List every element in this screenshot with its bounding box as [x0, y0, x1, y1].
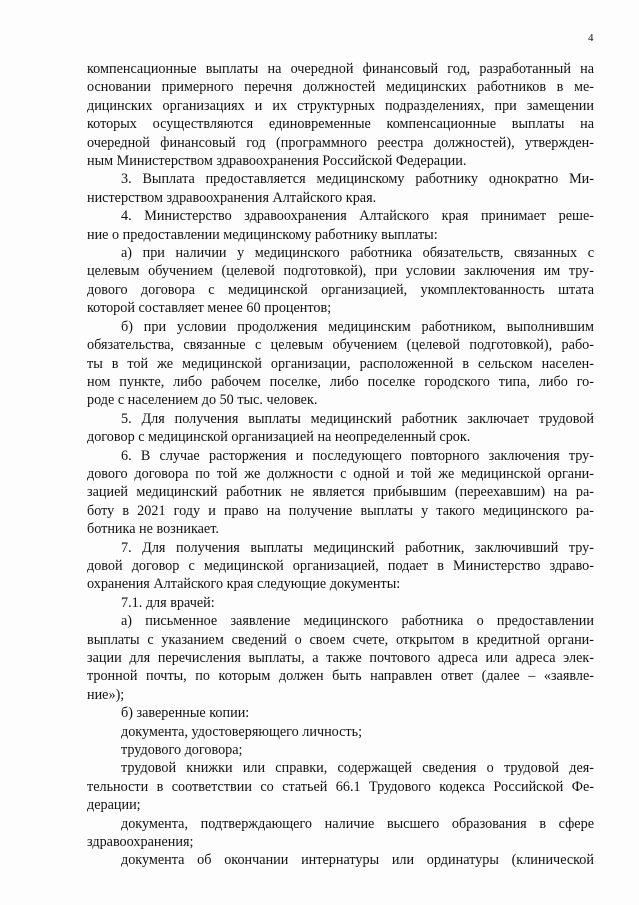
text-line: целевым обучением (целевой подготовкой), при условии заключения им тру- [87, 263, 594, 280]
text-line: 7.1. для врачей: [121, 594, 215, 611]
text-line: 6. В случае расторжения и последующего повторного заключения тру- [121, 447, 594, 464]
text-line: довой договор с медицинской организацией, подает в Министерство здраво- [87, 557, 594, 574]
text-line: б) при условии продолжения медицинским работником, выполнившим [121, 318, 594, 335]
text-line: основании примерного перечня должностей медицинских работников в ме- [87, 79, 594, 96]
text-line: дерации; [87, 797, 141, 814]
text-line: 5. Для получения выплаты медицинский работник заключает трудовой [121, 410, 594, 427]
text-line: ние»); [87, 686, 125, 703]
text-line: ном пункте, либо рабочем поселке, либо поселке городского типа, либо го- [87, 373, 594, 390]
text-line: документа об окончании интернатуры или ординатуры (клинической [121, 852, 594, 869]
text-line: ным Министерством здравоохранения Российской Федерации. [87, 153, 467, 170]
text-line: обязательства, связанные с целевым обучением (целевой подготовкой), рабо- [87, 337, 594, 354]
text-line: очередной финансовый год (программного реестра должностей), утвержден- [87, 134, 594, 151]
text-line: документа, удостоверяющего личность; [121, 723, 363, 740]
text-line: 3. Выплата предоставляется медицинскому работнику однократно Ми- [121, 171, 594, 188]
text-line: а) письменное заявление медицинского работника о предоставлении [121, 613, 594, 630]
text-line: б) заверенные копии: [121, 705, 250, 722]
text-line: компенсационные выплаты на очередной финансовый год, разработанный на [87, 61, 594, 77]
text-line: ты в той же медицинской организации, расположенной в сельском населен- [87, 355, 594, 372]
text-line: 7. Для получения выплаты медицинский работник, заключивший тру- [121, 539, 594, 556]
text-line: трудовой книжки или справки, содержащей сведения о трудовой дея- [121, 760, 594, 777]
text-line: роде с населением до 50 тыс. человек. [87, 392, 318, 409]
text-line: охранения Алтайского края следующие документы: [87, 576, 401, 593]
text-line: документа, подтверждающего наличие высшего образования в сфере [121, 815, 594, 832]
text-line: выплаты с указанием сведений о своем счете, открытом в кредитной органи- [87, 631, 594, 648]
text-line: нистерством здравоохранения Алтайского края. [87, 189, 377, 206]
text-line: которой составляет менее 60 процентов; [87, 300, 332, 317]
text-line: а) при наличии у медицинского работника обязательств, связанных с [121, 245, 594, 262]
text-line: которых осуществляются единовременные компенсационные выплаты на [87, 116, 594, 133]
text-line: зации для перечисления выплаты, а также почтового адреса или адреса элек- [87, 650, 594, 666]
text-line: дового договора с медицинской организацией, укомплектованность штата [87, 281, 594, 298]
text-line: зацией медицинский работник не является прибывшим (переехавшим) на ра- [87, 484, 594, 501]
text-line: тронной почты, по которым должен быть направлен ответ (далее – «заявле- [87, 668, 594, 685]
text-line: трудового договора; [121, 742, 243, 759]
text-line: тельности в соответствии со статьей 66.1 Трудового кодекса Российской Фе- [87, 778, 594, 795]
text-line: здравоохранения; [87, 834, 194, 851]
text-line: дицинских организациях и их структурных подразделениях, при замещении [87, 97, 594, 114]
text-line: ботника не возникает. [87, 521, 219, 538]
text-line: ние о предоставлении медицинскому работнику выплаты: [87, 226, 438, 243]
page-number: 4 [588, 32, 594, 44]
text-line: договор с медицинской организацией на неопределенный срок. [87, 429, 471, 446]
document-body [87, 60, 594, 870]
text-line: боту в 2021 году и право на получение выплаты у такого медицинского ра- [87, 502, 594, 519]
text-line: 4. Министерство здравоохранения Алтайского края принимает реше- [121, 208, 594, 225]
text-line: дового договора по той же должности с одной и той же медицинской органи- [87, 465, 594, 482]
